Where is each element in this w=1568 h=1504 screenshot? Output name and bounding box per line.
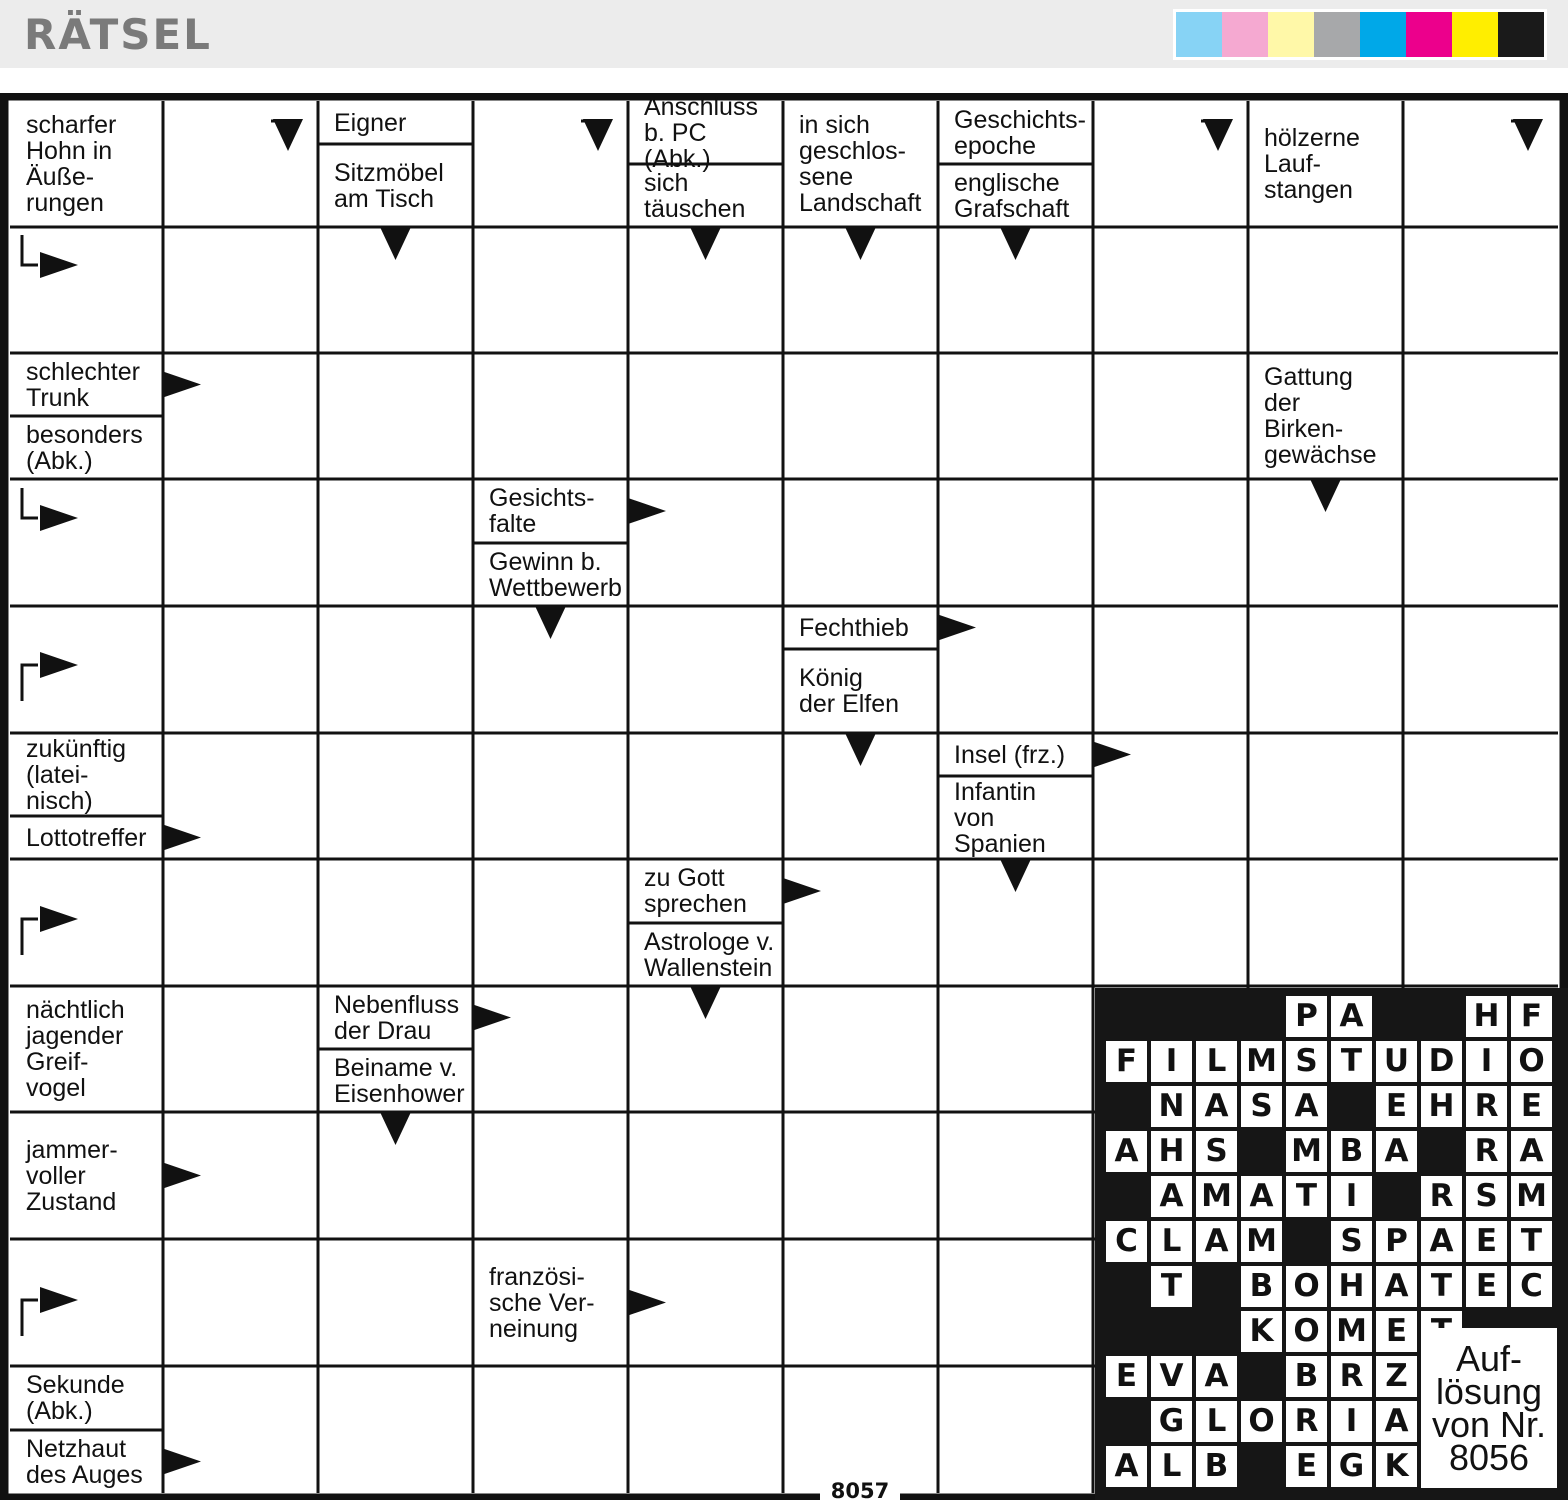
solution-letter: O bbox=[1241, 1401, 1282, 1442]
clue-arrow bbox=[583, 119, 613, 151]
solution-letter: B bbox=[1196, 1446, 1237, 1487]
clue-text: scharfer Hohn in Äuße- rungen bbox=[26, 111, 117, 217]
solution-letter: V bbox=[1151, 1356, 1192, 1397]
solution-letter: C bbox=[1511, 1266, 1552, 1307]
clue-text: englische Grafschaft bbox=[954, 168, 1070, 223]
solution-letter: A bbox=[1241, 1176, 1282, 1217]
solution-letter: A bbox=[1196, 1356, 1237, 1397]
solution-letter: K bbox=[1376, 1446, 1417, 1487]
solution-letter: C bbox=[1106, 1221, 1147, 1262]
clue-text: Lottotreffer bbox=[26, 823, 147, 852]
solution-letter: S bbox=[1286, 1041, 1327, 1082]
page-header bbox=[0, 0, 1568, 68]
solution-letter: A bbox=[1196, 1221, 1237, 1262]
solution-letter: D bbox=[1421, 1041, 1462, 1082]
clue-text: Anschluss b. PC (Abk.) bbox=[644, 92, 758, 173]
clue-arrow bbox=[783, 878, 821, 904]
solution-letter: G bbox=[1151, 1401, 1192, 1442]
solution-letter: E bbox=[1466, 1221, 1507, 1262]
solution-letter: H bbox=[1151, 1131, 1192, 1172]
solution-letter: P bbox=[1376, 1221, 1417, 1262]
clue-cell bbox=[10, 986, 163, 1112]
clue-arrow bbox=[163, 825, 201, 851]
solution-letter: E bbox=[1286, 1446, 1327, 1487]
clue-text: Astrologe v. Wallenstein bbox=[644, 927, 775, 982]
solution-letter: T bbox=[1511, 1221, 1552, 1262]
solution-letter: R bbox=[1286, 1401, 1327, 1442]
clue-arrow bbox=[938, 615, 976, 641]
solution-letter: B bbox=[1331, 1131, 1372, 1172]
solution-letter: Z bbox=[1376, 1356, 1417, 1397]
solution-letter: E bbox=[1106, 1356, 1147, 1397]
clue-text: zu Gott sprechen bbox=[644, 864, 747, 918]
color-swatch bbox=[1314, 12, 1360, 57]
solution-letter: R bbox=[1331, 1356, 1372, 1397]
puzzle-number: 8057 bbox=[820, 1478, 900, 1500]
solution-letter: M bbox=[1511, 1176, 1552, 1217]
solution-letter: A bbox=[1106, 1446, 1147, 1487]
clue-text: Fechthieb bbox=[799, 613, 909, 642]
solution-letter: L bbox=[1151, 1446, 1192, 1487]
clue-cell bbox=[10, 1112, 163, 1239]
clue-text: Infantin von Spanien bbox=[954, 777, 1046, 858]
clue-text: Nebenfluss der Drau bbox=[334, 990, 460, 1045]
clue-arrow bbox=[40, 652, 78, 678]
solution-letter: G bbox=[1331, 1446, 1372, 1487]
solution-letter: O bbox=[1511, 1041, 1552, 1082]
solution-letter: S bbox=[1331, 1221, 1372, 1262]
solution-letter: L bbox=[1151, 1221, 1192, 1262]
clue-arrow-stem bbox=[22, 665, 38, 701]
clue-cell bbox=[1248, 101, 1403, 227]
clue-text: Geschichts- epoche bbox=[954, 105, 1086, 160]
clue-cell bbox=[10, 353, 163, 479]
clue-cell bbox=[783, 606, 938, 733]
clue-arrow-stem bbox=[22, 1300, 38, 1336]
clue-text: sich täuschen bbox=[644, 168, 746, 223]
solution-letter: M bbox=[1331, 1311, 1372, 1352]
clue-text: Gattung der Birken- gewächse bbox=[1264, 363, 1377, 469]
clue-arrow bbox=[1093, 742, 1131, 768]
solution-letter: I bbox=[1466, 1041, 1507, 1082]
clue-text: jammer- voller Zustand bbox=[26, 1135, 118, 1216]
solution-letter: I bbox=[1331, 1176, 1372, 1217]
solution-letter: F bbox=[1511, 996, 1552, 1037]
clue-arrow-stem bbox=[22, 488, 38, 518]
solution-letter: A bbox=[1421, 1221, 1462, 1262]
clue-text: in sich geschlos- sene Landschaft bbox=[799, 111, 922, 217]
color-swatch bbox=[1452, 12, 1498, 57]
solution-letter: H bbox=[1466, 996, 1507, 1037]
clue-text: Sekunde (Abk.) bbox=[26, 1371, 125, 1425]
clue-text: Eigner bbox=[334, 108, 407, 137]
clue-arrow bbox=[1311, 480, 1341, 512]
clue-arrow bbox=[1203, 119, 1233, 151]
clue-arrow bbox=[628, 498, 666, 524]
clue-text: hölzerne Lauf- stangen bbox=[1264, 124, 1360, 204]
solution-letter: A bbox=[1376, 1401, 1417, 1442]
clue-arrow bbox=[40, 505, 78, 531]
solution-letter: R bbox=[1421, 1176, 1462, 1217]
solution-letter: M bbox=[1241, 1041, 1282, 1082]
solution-letter: A bbox=[1196, 1086, 1237, 1127]
clue-text: Gewinn b. Wettbewerb bbox=[489, 547, 622, 602]
solution-letter: A bbox=[1511, 1131, 1552, 1172]
solution-letter: T bbox=[1421, 1266, 1462, 1307]
clue-text: Gesichts- falte bbox=[489, 484, 595, 538]
solution-letter: E bbox=[1376, 1086, 1417, 1127]
solution-letter: U bbox=[1376, 1041, 1417, 1082]
solution-letter: H bbox=[1421, 1086, 1462, 1127]
clue-text: König der Elfen bbox=[799, 664, 900, 718]
clue-cell bbox=[318, 986, 473, 1112]
clue-arrow bbox=[273, 119, 303, 151]
clue-arrow-stem bbox=[22, 235, 38, 265]
clue-arrow bbox=[846, 228, 876, 260]
clue-text: schlechter Trunk bbox=[26, 357, 140, 412]
solution-letter: S bbox=[1466, 1176, 1507, 1217]
clue-cell bbox=[318, 101, 473, 227]
clue-arrow bbox=[473, 1005, 511, 1031]
solution-letter: E bbox=[1511, 1086, 1552, 1127]
solution-letter: H bbox=[1331, 1266, 1372, 1307]
clue-arrow bbox=[691, 228, 721, 260]
clue-cell bbox=[628, 859, 783, 986]
clue-cell bbox=[1248, 353, 1403, 479]
solution-letter: M bbox=[1286, 1131, 1327, 1172]
solution-letter: M bbox=[1241, 1221, 1282, 1262]
color-swatch bbox=[1176, 12, 1222, 57]
color-swatch bbox=[1268, 12, 1314, 57]
color-swatch bbox=[1498, 12, 1544, 57]
clue-text: besonders (Abk.) bbox=[26, 420, 143, 475]
clue-arrow bbox=[381, 228, 411, 260]
clue-arrow bbox=[40, 906, 78, 932]
clue-arrow bbox=[1001, 860, 1031, 892]
clue-text: französi- sche Ver- neinung bbox=[489, 1262, 595, 1343]
clue-arrow bbox=[163, 1163, 201, 1189]
clue-cell bbox=[938, 101, 1093, 227]
clue-cell bbox=[473, 1239, 628, 1366]
solution-letter: F bbox=[1106, 1041, 1147, 1082]
clue-arrow bbox=[846, 734, 876, 766]
solution-letter: A bbox=[1286, 1086, 1327, 1127]
clue-arrow bbox=[1513, 119, 1543, 151]
solution-letter: R bbox=[1466, 1086, 1507, 1127]
solution-letter: T bbox=[1286, 1176, 1327, 1217]
solution-letter: S bbox=[1196, 1131, 1237, 1172]
clue-arrow bbox=[691, 987, 721, 1019]
clue-text: nächtlich jagender Greif- vogel bbox=[26, 996, 125, 1102]
clue-text: Beiname v. Eisenhower bbox=[334, 1053, 465, 1108]
solution-letter: I bbox=[1151, 1041, 1192, 1082]
page-title: RÄTSEL bbox=[24, 10, 212, 59]
solution-letter: B bbox=[1286, 1356, 1327, 1397]
clue-arrow bbox=[381, 1113, 411, 1145]
clue-cell bbox=[10, 1366, 163, 1493]
clue-cell bbox=[938, 733, 1093, 859]
solution-letter: O bbox=[1286, 1266, 1327, 1307]
clue-arrow bbox=[40, 1287, 78, 1313]
solution-letter: L bbox=[1196, 1041, 1237, 1082]
color-swatch bbox=[1360, 12, 1406, 57]
clue-arrow bbox=[628, 1290, 666, 1316]
clue-text: Netzhaut des Auges bbox=[26, 1434, 143, 1489]
clue-text: Insel (frz.) bbox=[954, 740, 1066, 769]
solution-letter: A bbox=[1376, 1131, 1417, 1172]
solution-letter: A bbox=[1151, 1176, 1192, 1217]
clue-arrow bbox=[163, 372, 201, 398]
clue-arrow bbox=[536, 607, 566, 639]
clue-arrow bbox=[40, 252, 78, 278]
solution-letter: E bbox=[1466, 1266, 1507, 1307]
clue-cell bbox=[473, 479, 628, 606]
solution-letter: S bbox=[1241, 1086, 1282, 1127]
clue-cell bbox=[10, 101, 163, 227]
solution-letter: A bbox=[1376, 1266, 1417, 1307]
solution-letter: O bbox=[1286, 1311, 1327, 1352]
solution-letter: I bbox=[1331, 1401, 1372, 1442]
solution-letter: T bbox=[1331, 1041, 1372, 1082]
clue-cell bbox=[10, 733, 163, 859]
solution-letter: K bbox=[1241, 1311, 1282, 1352]
solution-letter: A bbox=[1331, 996, 1372, 1037]
clue-arrow bbox=[163, 1449, 201, 1475]
color-swatch bbox=[1222, 12, 1268, 57]
clue-arrow bbox=[1001, 228, 1031, 260]
solution-letter: N bbox=[1151, 1086, 1192, 1127]
clue-text: zukünftig (latei- nisch) bbox=[26, 734, 127, 815]
solution-letter: A bbox=[1106, 1131, 1147, 1172]
solution-letter: R bbox=[1466, 1131, 1507, 1172]
clue-cell bbox=[628, 92, 783, 227]
solution-letter: E bbox=[1376, 1311, 1417, 1352]
solution-letter: B bbox=[1241, 1266, 1282, 1307]
solution-letter: P bbox=[1286, 996, 1327, 1037]
color-calibration-bar bbox=[1173, 9, 1547, 60]
color-swatch bbox=[1406, 12, 1452, 57]
solution-letter: T bbox=[1151, 1266, 1192, 1307]
clue-arrow-stem bbox=[22, 919, 38, 955]
clue-cell bbox=[783, 101, 938, 227]
clue-text: Sitzmöbel am Tisch bbox=[334, 158, 444, 213]
solution-letter: L bbox=[1196, 1401, 1237, 1442]
solution-label: Auf- lösung von Nr. 8056 bbox=[1421, 1328, 1557, 1488]
solution-letter: M bbox=[1196, 1176, 1237, 1217]
